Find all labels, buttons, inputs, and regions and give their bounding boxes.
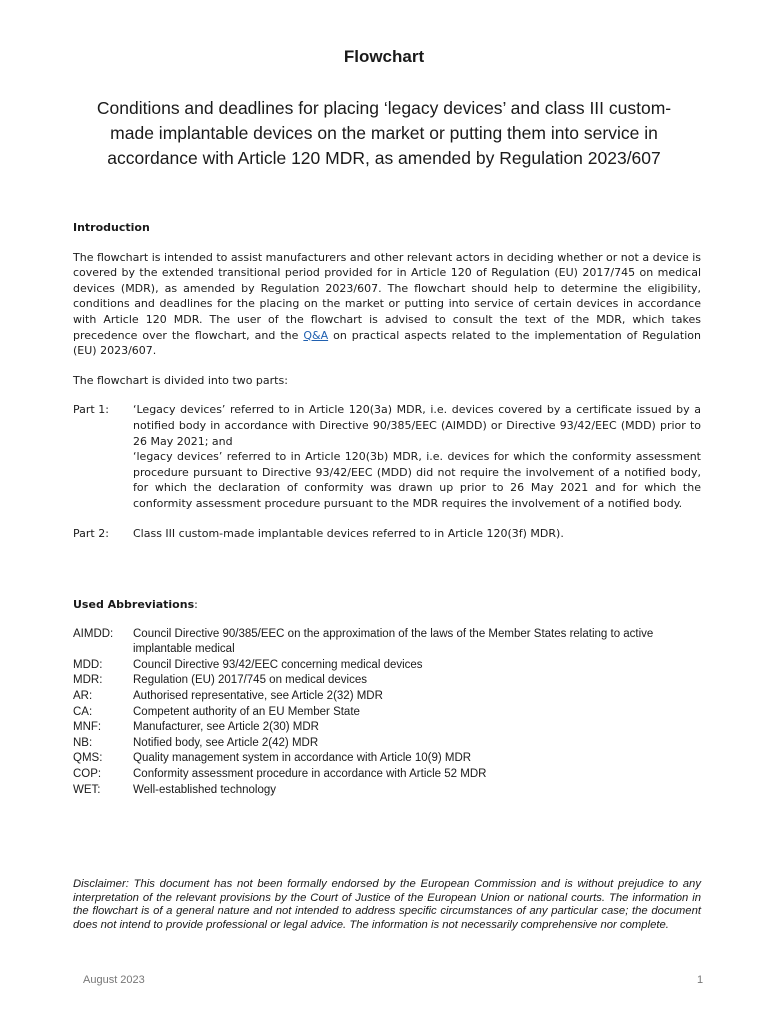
abbreviation-value: Competent authority of an EU Member State: [133, 705, 360, 718]
introduction-paragraph: [73, 250, 701, 359]
abbreviation-value: Well-established technology: [133, 783, 276, 796]
document-subtitle: Conditions and deadlines for placing ‘legacy devices’ and class III custom-made implantable devices on the market or putting them into service in accordance with Article 120 MDR, as amended by Regulation 2023/607: [96, 98, 672, 168]
abbreviation-value: Notified body, see Article 2(42) MDR: [133, 736, 319, 749]
abbreviations-list: [73, 627, 701, 799]
part-1-line-1: ‘Legacy devices’ referred to in Article 120(3a) MDR, i.e. devices covered by a certificate issued by a notified body in accordance with Directive 90/385/EEC (AIMDD) or Directive 93/42/EEC (MDD) prior to 26 May 2021; and: [133, 403, 701, 448]
parts-intro: The flowchart is divided into two parts:: [73, 373, 288, 387]
abbreviation-key: NB:: [73, 736, 93, 749]
part-2-label: Part 2:: [73, 526, 109, 540]
abbreviation-value: Manufacturer, see Article 2(30) MDR: [133, 721, 319, 734]
abbreviation-key: AIMDD:: [73, 627, 114, 640]
footer-date: August 2023: [83, 974, 145, 986]
introduction-heading: Introduction: [73, 221, 150, 234]
abbreviation-row: [73, 751, 701, 767]
part-2: [73, 526, 701, 542]
abbreviation-key: COP:: [73, 768, 102, 781]
abbreviation-row: [73, 705, 701, 721]
qa-link[interactable]: Q&A: [303, 328, 329, 342]
abbreviations-heading-text: Used Abbreviations: [73, 598, 195, 612]
intro-text-start: The flowchart is intended to assist manufacturers and other relevant actors in deciding whether or not a device is covered by the extended transitional period provided for in Article 120 of Regulation (EU) 2017/745 on medical devices (MDR), as amended by Regulation 2023/607. The flowchart should help to determine the eligibility, conditions and deadlines for the placing on the market or putting into service of certain devices in accordance with Article 120 MDR. The user of the flowchart is advised to consult the text of the MDR, which takes precedence over the flowchart, and the: [73, 250, 701, 342]
abbreviation-value: Conformity assessment procedure in accordance with Article 52 MDR: [133, 768, 487, 781]
abbreviation-row: [73, 720, 701, 736]
abbreviation-key: QMS:: [73, 752, 103, 765]
intro-text-end: on practical aspects related to the implementation of Regulation (EU) 2023/607.: [73, 328, 701, 358]
part-2-body: [133, 526, 701, 542]
part-1-body: [133, 402, 701, 511]
abbreviation-row: [73, 658, 701, 674]
abbreviation-value: Quality management system in accordance with Article 10(9) MDR: [133, 752, 472, 765]
abbreviation-value: Council Directive 90/385/EEC on the approximation of the laws of the Member States relating to active implantable medical: [133, 627, 654, 656]
abbreviation-key: WET:: [73, 783, 101, 796]
abbreviation-row: [73, 673, 701, 689]
abbreviation-key: CA:: [73, 705, 93, 718]
abbreviation-value: Regulation (EU) 2017/745 on medical devices: [133, 674, 367, 687]
disclaimer: Disclaimer: This document has not been formally endorsed by the European Commission and is without prejudice to any interpretation of the relevant provisions by the Court of Justice of the European Union or national courts. The information in the flowchart is of a general nature and not intended to address specific circumstances of any particular case; the document does not intend to provide professional or legal advice. The information is not necessarily comprehensive nor complete.: [73, 878, 701, 931]
abbreviation-key: MNF:: [73, 721, 102, 734]
part-2-line-1: Class III custom-made implantable devices referred to in Article 120(3f) MDR).: [133, 526, 564, 540]
part-1: [73, 402, 701, 511]
abbreviation-key: MDD:: [73, 658, 103, 671]
page-number: 1: [697, 974, 704, 986]
part-1-line-2: ‘legacy devices’ referred to in Article 120(3b) MDR, i.e. devices for which the conformity assessment procedure pursuant to Directive 93/42/EEC (MDD) did not require the involvement of a notified body, for which the declaration of conformity was drawn up prior to 26 May 2021 and for which the conformity assessment procedure pursuant to the MDR requires the involvement of a notified body.: [133, 450, 701, 510]
abbreviation-row: [73, 783, 701, 799]
abbreviation-key: MDR:: [73, 674, 103, 687]
abbreviation-row: [73, 689, 701, 705]
page-title: Flowchart: [343, 47, 425, 66]
abbreviation-value: Council Directive 93/42/EEC concerning medical devices: [133, 658, 423, 671]
abbreviation-key: AR:: [73, 690, 93, 703]
part-1-label: Part 1:: [73, 403, 109, 417]
abbreviation-row: [73, 627, 701, 658]
abbreviation-row: [73, 736, 701, 752]
abbreviations-heading: [73, 597, 701, 613]
abbreviations-heading-colon: :: [194, 598, 198, 612]
main-content: [73, 220, 701, 798]
abbreviation-row: [73, 767, 701, 783]
abbreviation-value: Authorised representative, see Article 2(32) MDR: [133, 690, 383, 703]
